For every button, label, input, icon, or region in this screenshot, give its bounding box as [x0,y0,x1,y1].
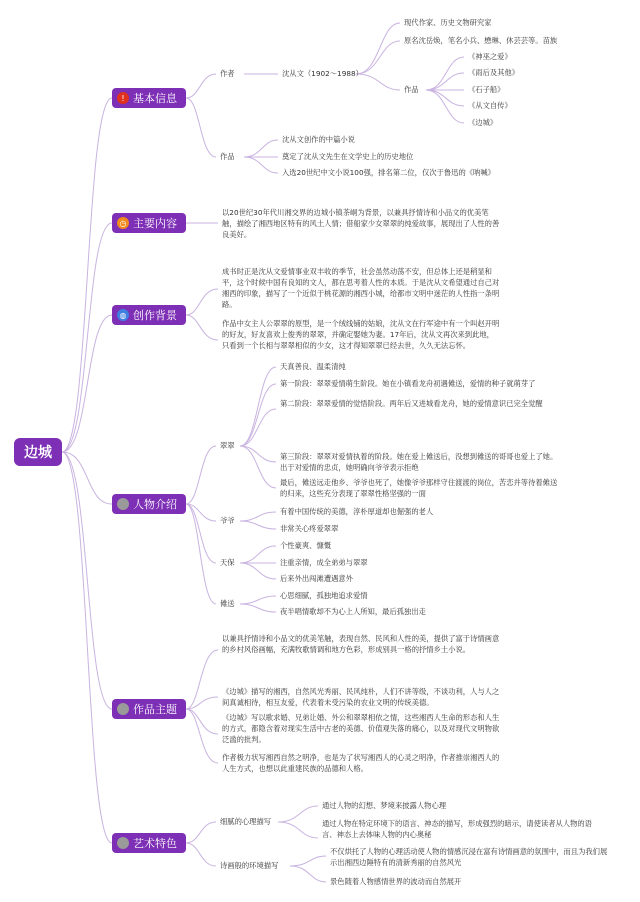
branch-basic-info[interactable] [112,88,186,108]
works-label: 作品 [404,85,419,94]
branch-label: 基本信息 [133,92,177,105]
work-title: 《从文自传》 [468,101,512,110]
character-tianbao: 天保 [220,558,235,567]
branch-main-content[interactable] [112,213,186,233]
psych-item: 通过人物的幻想、梦境来披露人物心理 [322,801,447,810]
cuicui-trait: 第一阶段：翠翠爱情萌生阶段。她在小镇看龙舟初遇傩送，爱情的种子就萌芽了 [280,379,536,388]
branch-label: 创作背景 [133,309,177,322]
author-name: 沈从文（1902～1988） [282,69,363,78]
circle-icon [117,837,129,849]
clock-icon: ◷ [117,217,129,229]
branch-background[interactable] [112,305,186,325]
art-env-label: 诗画般的环境描写 [220,861,279,870]
work-title: 《雨后及其他》 [468,68,520,77]
character-cuicui: 翠翠 [220,441,235,450]
branch-theme[interactable] [112,699,186,719]
tianbao-trait: 注重亲情，成全弟弟与翠翠 [280,558,368,567]
theme-paragraph: 《边城》描写的湘西，自然风光秀丽、民风纯朴，人们不讲等级，不谈功利，人与人之间真诚相待，相互友爱，代表着未受污染的农业文明的传统美德。 [222,687,500,707]
character-nuosong: 傩送 [220,599,235,608]
branch-characters[interactable] [112,494,186,514]
branch-art[interactable] [112,833,186,853]
cuicui-trait: 第三阶段：翠翠对爱情执着的阶段。她在爱上傩送后，没想到傩送的哥哥也爱上了她。出于对爱情的忠贞，她明确向爷爷表示拒绝 [280,452,558,472]
character-grandpa: 爷爷 [220,516,235,525]
tianbao-trait: 后来外出闯滩遭遇意外 [280,574,353,583]
branch-label: 人物介绍 [133,498,177,511]
work-fact: 入选20世纪中文小说100强，排名第二位，仅次于鲁迅的《呐喊》 [282,168,495,177]
cuicui-trait: 第二阶段：翠翠爱情的觉悟阶段。两年后又进城看龙舟，她的爱情意识已完全觉醒 [280,399,543,408]
work-fact: 奠定了沈从文先生在文学史上的历史地位 [282,152,414,161]
theme-paragraph: 作者极力状写湘西自然之明净，也是为了状写湘西人的心灵之明净，作者推崇湘西人的人生方式，也想以此重建民族的品德和人格。 [222,753,500,773]
env-item: 不仅烘托了人物的心理活动使人物的情感沉浸在富有诗情画意的氛围中，而且为我们展示出湘西边陲特有的清新秀丽的自然风光 [330,847,608,867]
author-fact: 原名沈岳焕，笔名小兵、懋琳、休芸芸等。苗族 [404,36,558,45]
background-paragraph: 成书时正是沈从文爱情事业双丰收的季节，社会虽然动荡不安，但总体上还是稍显和平，这个时候中国有良知的文人，都在思考着人性的本质。于是沈从文希望通过自己对湘西的印象，描写了一个近似于桃花源的湘西小城，给都市文明中迷茫的人性指一条明路。 [222,267,500,309]
author-label: 作者 [220,69,235,78]
work-title: 《边城》 [468,118,498,127]
branch-label: 艺术特色 [133,837,177,850]
art-psych-label: 细腻的心理描写 [220,817,272,826]
branch-label: 主要内容 [133,217,177,230]
grandpa-trait: 有着中国传统的美德，淳朴厚道却也倔强的老人 [280,507,434,516]
theme-paragraph: 以兼具抒情诗和小品文的优美笔触，表现自然、民风和人性的美，提供了富于诗情画意的乡村风俗画幅，充满牧歌情调和地方色彩，形成别具一格的抒情乡土小说。 [222,634,500,654]
branch-label: 作品主题 [133,703,177,716]
work-fact: 沈从文创作的中篇小说 [282,135,355,144]
tianbao-trait: 个性豪爽、慷慨 [280,541,332,550]
work-label: 作品 [220,152,235,161]
env-item: 景色随着人物感情世界的波动而自然展开 [330,877,462,886]
exclamation-icon: ! [117,92,129,104]
background-paragraph: 作品中女主人公翠翠的原型，是一个绒线铺的姑娘，沈从文在行军途中有一个叫赵开明的好友，好友喜欢上俊秀的翠翠，并确定娶她为妻。17年后，沈从文再次来到此地，只看到一个长相与翠翠相似的少女，这才得知翠翠已经去世，久久无法忘怀。 [222,319,500,350]
content-summary: 以20世纪30年代川湘交界的边城小镇茶峒为背景，以兼具抒情诗和小品文的优美笔触，描绘了湘西地区特有的风土人情；借船家少女翠翠的纯爱故事，展现出了人性的善良美好。 [222,208,500,239]
cuicui-trait: 天真善良、温柔清纯 [280,362,346,371]
grandpa-trait: 非常关心疼爱翠翠 [280,524,339,533]
circle-icon [117,703,129,715]
root-node[interactable]: 边城 [14,438,62,466]
cuicui-trait: 最后，傩送远走他乡、爷爷也死了，她像爷爷那样守住渡渡的岗位，苦恋并等待着傩送的归来，这些充分表现了翠翠性格坚强的一面 [280,478,558,498]
circle-icon [117,498,129,510]
work-title: 《神巫之爱》 [468,52,512,61]
nuosong-trait: 心思细腻，孤独地追求爱情 [280,591,368,600]
theme-paragraph: 《边城》写以歌求婚、兄弟让婚、外公和翠翠相依之情，这些湘西人生命的形态和人生的方式，都隐含着对现实生活中古老的美德、价值观失落的痛心，以及对现代文明物欲泛滥的批判。 [222,713,500,744]
globe-icon: ◍ [117,309,129,321]
work-title: 《石子船》 [468,85,505,94]
author-fact: 现代作家、历史文物研究家 [404,18,492,27]
psych-item: 通过人物在特定环境下的语言、神态的描写，形成强烈的暗示，请使读者从人物的语言、神态上去体味人物的内心奥秘 [322,819,592,839]
nuosong-trait: 夜半唱情歌却不为心上人所知，最后孤独出走 [280,607,426,616]
